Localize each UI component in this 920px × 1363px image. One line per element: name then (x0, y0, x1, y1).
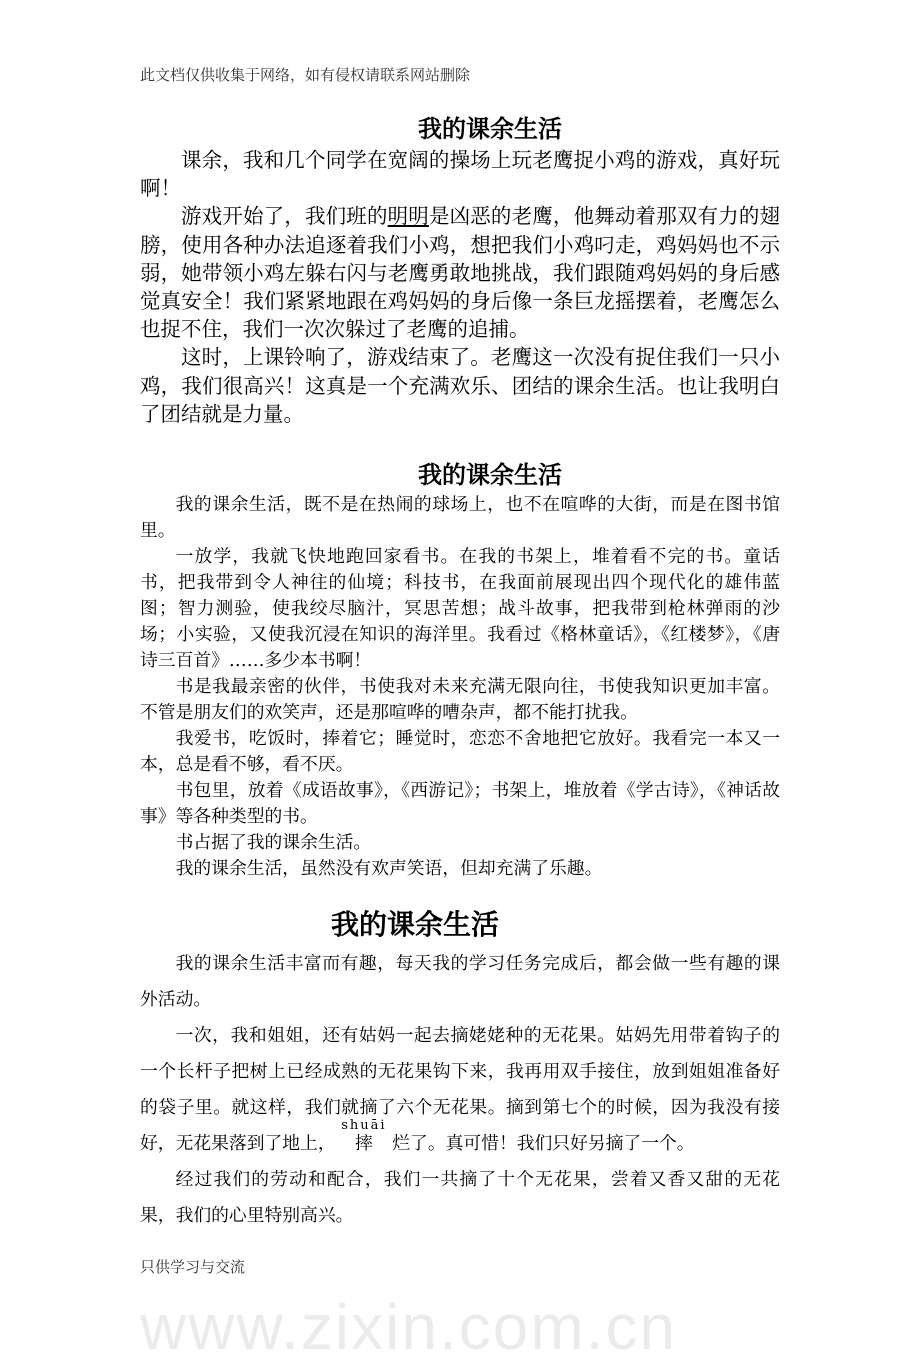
essay-title: 我的课余生活 (418, 114, 562, 143)
paragraph: 我爱书，吃饭时，捧着它；睡觉时，恋恋不舍地把它放好。我看完一本又一本，总是看不够，看不厌。 (140, 728, 780, 776)
underlined-name: 明明 (387, 204, 429, 229)
paragraph: 书占据了我的课余生活。 (175, 832, 372, 854)
text-span: 游戏开始了，我们班的 (181, 204, 388, 229)
essay-title: 我的课余生活 (418, 460, 562, 490)
paragraph: 一放学，我就飞快地跑回家看书。在我的书架上，堆着看不完的书。童话书，把我带到令人神往的仙境；科技书，在我面前展现出四个现代化的雄伟蓝图；智力测验，使我绞尽脑汁，冥思苦想；战斗故事，把我带到枪林弹雨的沙场；小实验，又使我沉浸在知识的海洋里。我看过《格林童话》，《红楼梦》，《唐诗三百首》……多少本书啊！ (140, 546, 780, 672)
paragraph: 书是我最亲密的伙伴，书使我对未来充满无限向往，书使我知识更加丰富。不管是朋友们的欢笑声，还是那喧哗的嘈杂声，都不能打扰我。 (140, 676, 780, 724)
paragraph (140, 202, 780, 343)
essay-2 (140, 458, 780, 882)
ruby-character: 摔 (341, 1133, 387, 1155)
paragraph: 书包里，放着《成语故事》，《西游记》；书架上，堆放着《学古诗》，《神话故事》等各种类型的书。 (140, 780, 780, 828)
text-span: 是凶恶的老鹰，他舞动着那双有力的翅膀，使用各种办法追逐着我们小鸡，想把我们小鸡叼走，鸡妈妈也不示弱，她带领小鸡左躲右闪与老鹰勇敢地挑战，我们跟随鸡妈妈的身后感觉真安全！我们紧紧地跟在鸡妈妈的身后像一条巨龙摇摆着，老鹰怎么也捉不住，我们一次次躲过了老鹰的追捕。 (140, 204, 781, 342)
essay-title: 我的课余生活 (330, 908, 499, 942)
paragraph: 我的课余生活，既不是在热闹的球场上，也不在喧哗的大街，而是在图书馆里。 (140, 494, 780, 542)
paragraph: 课余，我和几个同学在宽阔的操场上玩老鹰捉小鸡的游戏，真好玩啊！ (140, 148, 780, 201)
ruby-pinyin: shuāi (341, 1118, 387, 1134)
paragraph: 这时，上课铃响了，游戏结束了。老鹰这一次没有捉住我们一只小鸡，我们很高兴！这真是一个充满欢乐、团结的课余生活。也让我明白了团结就是力量。 (140, 345, 780, 426)
page-footer: 只供学习与交流 (140, 1258, 246, 1277)
essay-1 (140, 112, 780, 428)
page-header-disclaimer: 此文档仅供收集于网络，如有侵权请联系网站删除 (140, 66, 471, 84)
essay-3 (140, 904, 780, 1234)
pinyin-annotation (341, 1118, 387, 1155)
page (140, 0, 780, 1362)
paragraph: 经过我们的劳动和配合，我们一共摘了十个无花果，尝着又香又甜的无花果，我们的心里特别高兴。 (140, 1169, 780, 1227)
text-span: 一次，我和姐姐，还有姑妈一起去摘姥姥种的无花果。姑妈先用带着钩子的一个长杆子把树上已经成熟的无花果钩下来，我再用双手接住，放到姐姐准备好的袋子里。就这样，我们就摘了六个无花果。摘到第七个的时候，因为我没有接好，无花果落到了地上， (140, 1025, 780, 1155)
text-span: 烂了。真可惜！我们只好另摘了一个。 (392, 1133, 695, 1155)
watermark: www.zixin.com.cn (140, 1291, 677, 1363)
paragraph: 我的课余生活，虽然没有欢声笑语，但却充满了乐趣。 (175, 858, 603, 880)
paragraph: 我的课余生活丰富而有趣，每天我的学习任务完成后，都会做一些有趣的课外活动。 (140, 953, 780, 1011)
paragraph (140, 1018, 780, 1162)
